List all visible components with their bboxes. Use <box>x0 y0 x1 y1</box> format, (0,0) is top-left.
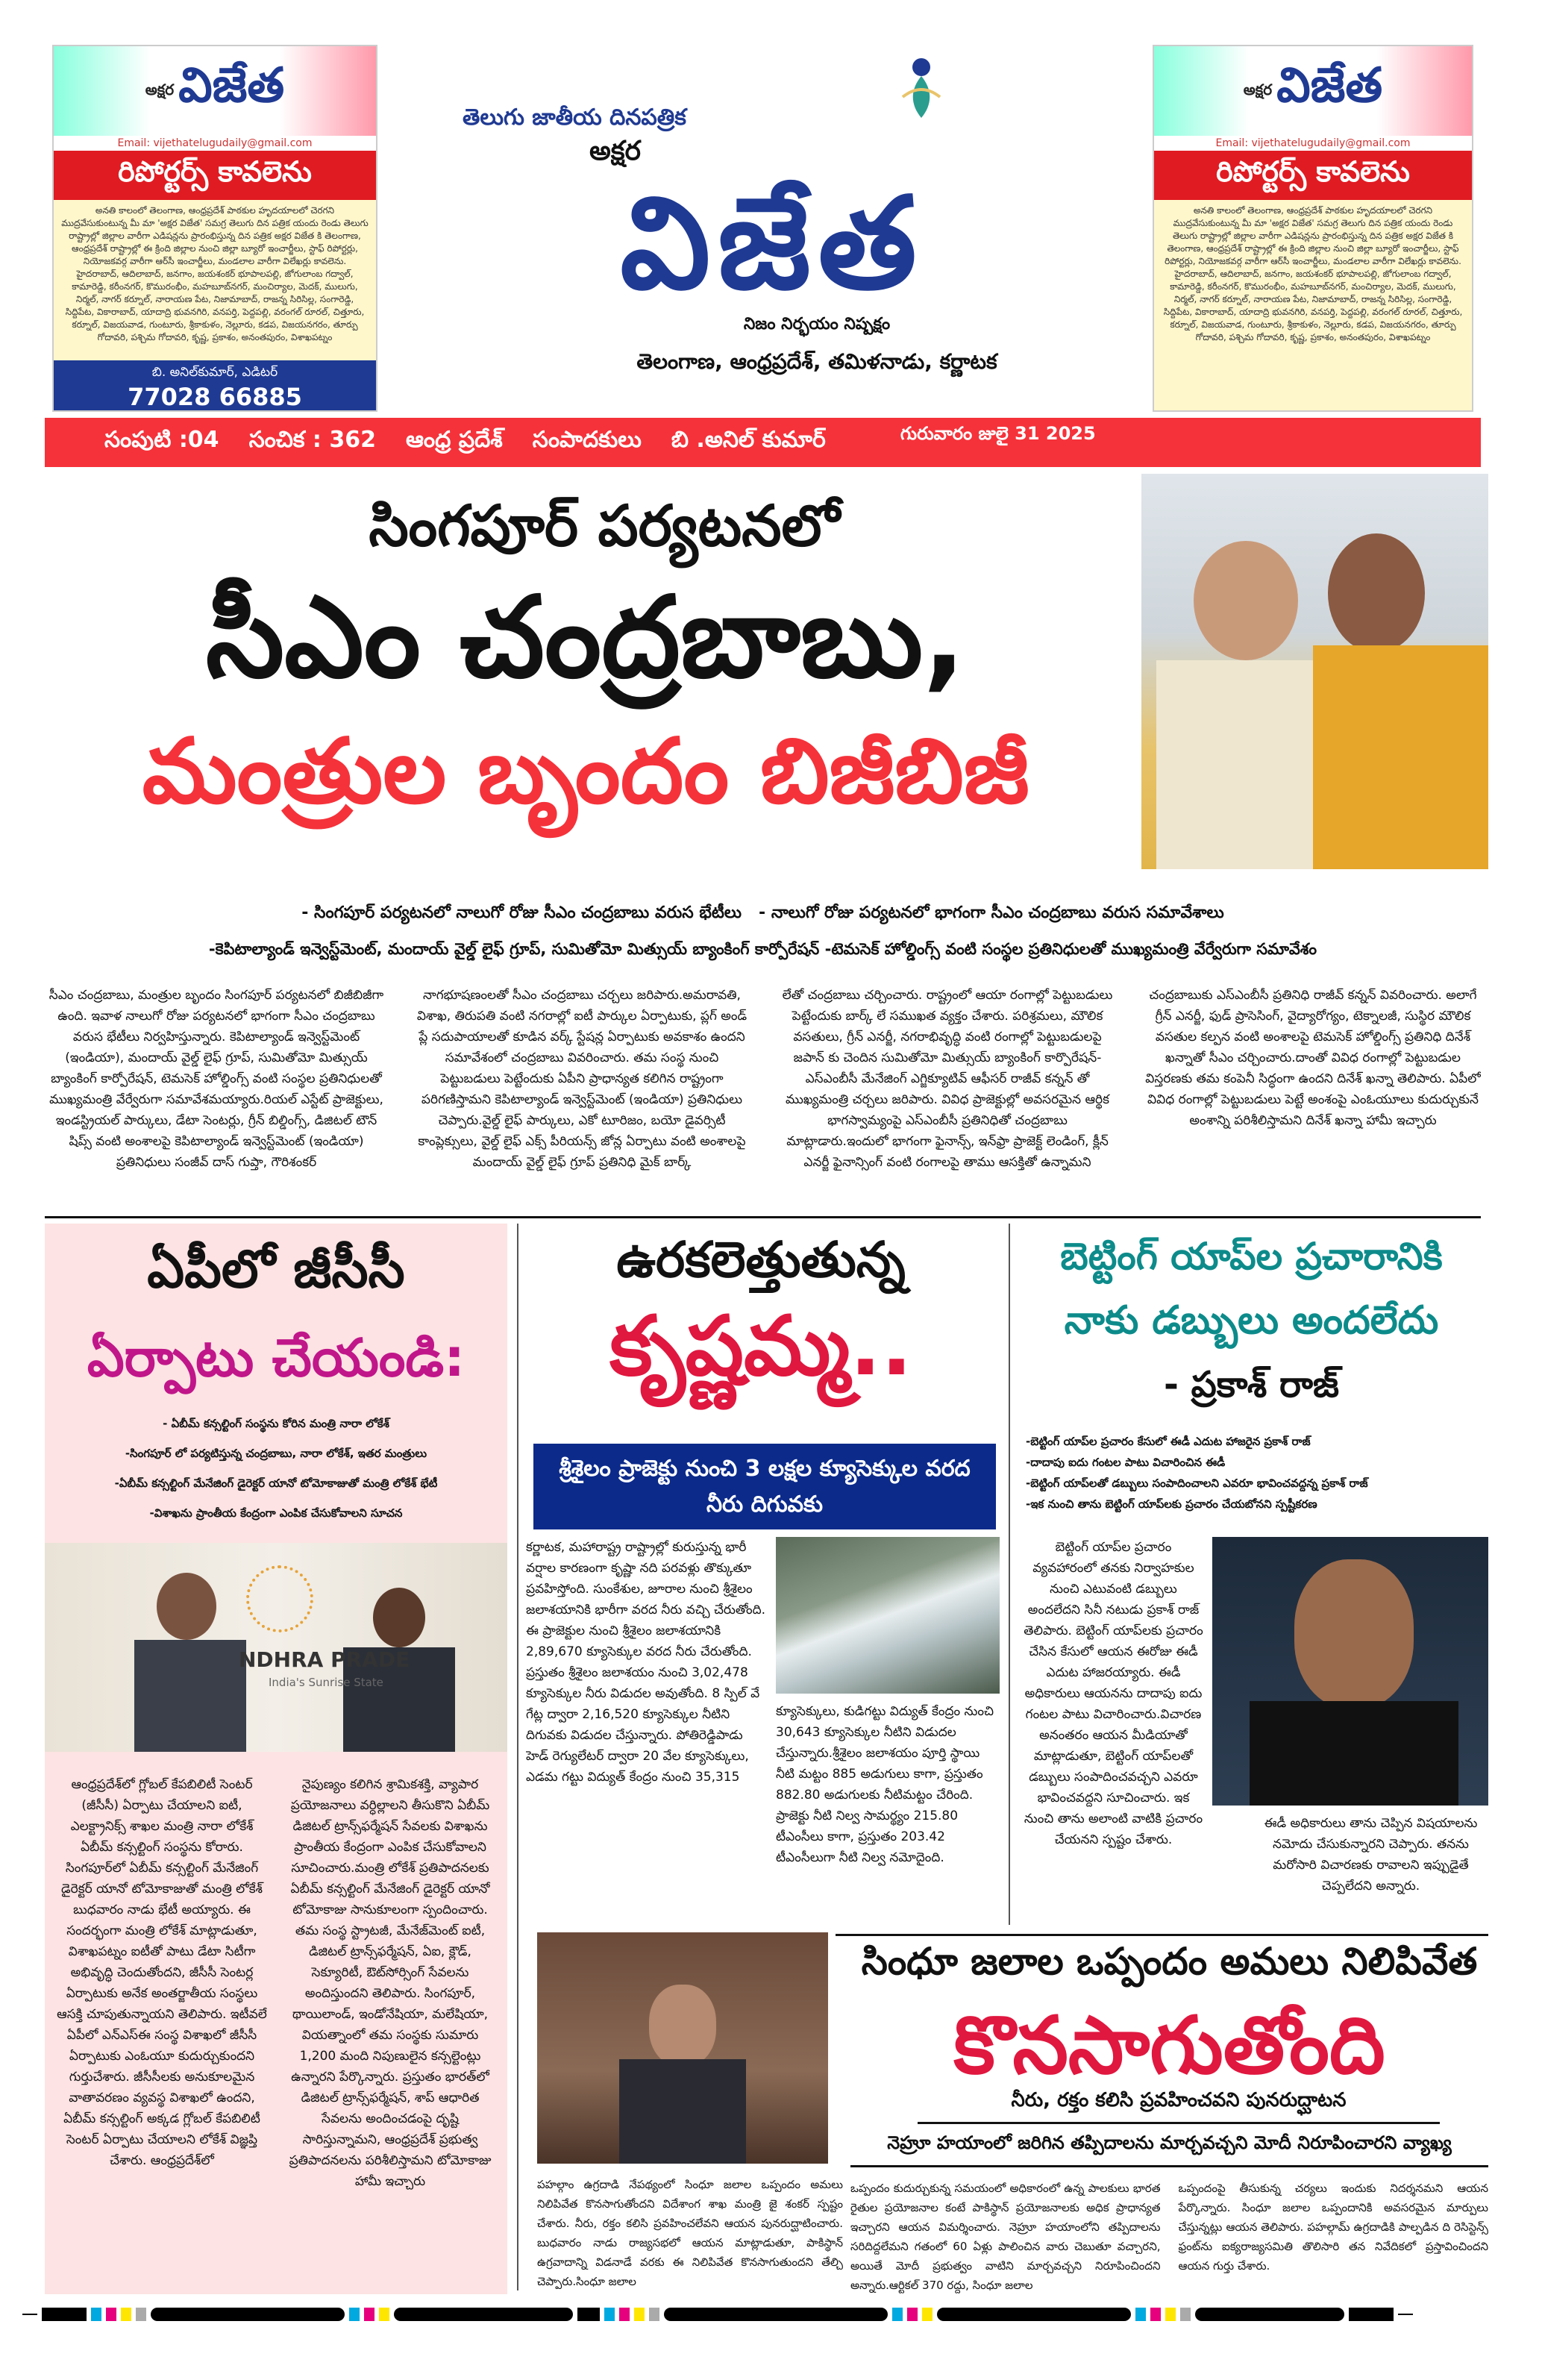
lokesh-meeting-photo <box>45 1543 507 1752</box>
gcc-bullet: - ఏబీమ్ కన్సల్టింగ్ సంస్థను కోరిన మంత్రి నారా లోకేశ్ <box>163 1417 389 1430</box>
highlight: - నాలుగో రోజు పర్యటనలో భాగంగా సీఎం చంద్రబాబు వరుస సమావేశాలు <box>759 904 1224 922</box>
prakash-raj-photo <box>1212 1537 1488 1806</box>
masthead-prefix: అక్షర <box>589 136 641 166</box>
section-divider <box>836 1934 1488 1936</box>
volume: సంపుటి :04 <box>104 427 219 453</box>
reporters-wanted-ad-right <box>1153 45 1473 412</box>
ad-text: అనతి కాలంలో తెలంగాణ, ఆంధ్రప్రదేశ్ పాఠకుల హృదయాలలో చెరగని ముద్రవేసుకుంటున్న మీ మా 'అక్షర విజేత' సమగ్ర తెలుగు దిన పత్రిక యందు రెండు తెలుగు రాష్ట్రాల్లో జిల్లాల వారీగా ఎడిషన్లను ప్రారంభిస్తున్న దిన పత్రిక అక్షర విజేత కి తెలంగాణ, ఆంధ్రప్రదేశ్ రాష్ట్రాల్లో ఈ క్రింది జిల్లాల నుంచి జిల్లా బ్యూరో ఇంచార్జీలు, స్టాఫ్ రిపోర్టర్లు, నియోజకవర్గ వారీగా ఆర్‌సీ ఇంచార్జీలు, మండలాల వారీగా విలేఖర్లు కావలెను. హైదరాబాద్, ఆదిలాబాద్, జనగాం, జయశంకర్ భూపాలపల్లి, జోగులాంబ గద్వాల్, కామారెడ్డి, కరీంనగర్, కొమురంభీం, మహబూబ్‌నగర్, మంచిర్యాల, మెదక్, ములుగు, నిర్మల్, నాగర్ కర్నూల్, నారాయణ పేట, నిజామాబాద్, రాజన్న సిరిసిల్ల, సంగారెడ్డి, సిద్దిపేట, వికారాబాద్, యాదాద్రి భువనగిరి, వనపర్తి, పెద్దపల్లి, వరంగల్ రూరల్, చిత్తూరు, కర్నూల్, విజయవాడ, గుంటూరు, శ్రీకాకుళం, నెల్లూరు, కడప, విజయనగరం, తూర్పు గోదావరి, పశ్చిమ గోదావరి, కృష్ణ, ప్రకాశం, అనంతపురం, విశాఖపట్నం <box>54 200 376 360</box>
issue-number: సంచిక : 362 <box>248 427 376 453</box>
gcc-story <box>45 1224 507 2294</box>
lead-kicker: సింగపూర్ పర్యటనలో <box>369 492 840 559</box>
highlight: -కెపిటాల్యాండ్ ఇన్వెస్ట్‌మెంట్, మందాయ్ వైల్డ్ లైఫ్ గ్రూప్, సుమితోమో మిత్సుయ్ బ్యాంకింగ్ కార్పోరేషన్ -టెమసెక్ హోల్డింగ్స్ వంటి సంస్థల ప్రతినిధులతో ముఖ్యమంత్రి వేర్వేరుగా సమావేశం <box>208 940 1317 958</box>
indus-column: ఒప్పందం కుదుర్చుకున్న సమయంలో అధికారంలో ఉన్న పాలకులు భారత రైతుల ప్రయోజనాల కంటే పాకిస్థాన్ ప్రయోజనాలకు అధిక ప్రాధాన్యత ఇచ్చారని ఆయన విమర్శించారు. నెహ్రూ హయాంలోని తప్పిదాలను సరిదిద్దలేమని గతంలో 60 ఏళ్లు పాలించిన వారు చెబుతూ వచ్చారని, అయితే మోదీ ప్రభుత్వం వాటిని మార్చవచ్చని నిరూపించిందని అన్నారు.ఆర్టికల్ 370 రద్దు, సింధూ జలాల <box>850 2182 1161 2292</box>
gcc-bullet: -విశాఖను ప్రాంతీయ కేంద్రంగా ఎంపిక చేసుకోవాలని సూచన <box>149 1506 403 1520</box>
column-rule <box>517 1224 518 2290</box>
gcc-headline-2: ఏర్పాటు చేయండి: <box>87 1327 466 1388</box>
prakash-bullet: -ఇక నుంచి తాను బెట్టింగ్ యాప్‌లకు ప్రచారం చేయబోనని స్పష్టీకరణ <box>1026 1497 1317 1511</box>
indus-column-left: పహల్గాం ఉగ్రదాడి నేపథ్యంలో సింధూ జలాల ఒప్పందం అమలు నిలిపివేత కొనసాగుతోందని విదేశాంగ శాఖ మంత్రి జై శంకర్ స్పష్టం చేశారు. నీరు, రక్తం కలిసి ప్రవహించలేవని ఆయన పునరుద్ఘాటించారు. బుధవారం నాడు రాజ్యసభలో ఆయన మాట్లాడుతూ, పాకిస్థాన్ ఉగ్రవాదాన్ని విడనాడే వరకు ఈ నిలిపివేత కొనసాగుతుందని తేల్చి చెప్పారు.సింధూ జలాల <box>537 2178 843 2288</box>
section-divider <box>45 1216 1481 1218</box>
indus-column: ఒప్పందంపై తీసుకున్న చర్యలు ఇందుకు నిదర్శనమని ఆయన పేర్కొన్నారు. సింధూ జలాల ఒప్పందానికి అవసరమైన మార్పులు చేస్తున్నట్లు ఆయన తెలిపారు. పహల్గామ్ ఉగ్రదాడికి పాల్పడిన ది రెసిస్టెన్స్ ఫ్రంట్‌ను ఐక్యరాజ్యసమితి తొలిసారి తన నివేదికలో ప్రస్తావించిందని ఆయన గుర్తు చేశారు. <box>1178 2182 1488 2273</box>
masthead-states: తెలంగాణ, ఆంధ్రప్రదేశ్, తమిళనాడు, కర్ణాటక <box>636 349 997 374</box>
krishna-subheading-box: శ్రీశైలం ప్రాజెక్టు నుంచి 3 లక్షల క్యూసెక్కుల వరద నీరు దిగువకు <box>533 1444 996 1529</box>
ad-email: Email: vijethatelugudaily@gmail.com <box>1215 137 1411 149</box>
krishna-column-1: కర్ణాటక, మహారాష్ట్ర రాష్ట్రాల్లో కురుస్తున్న భారీ వర్షాల కారణంగా కృష్ణా నది పరవళ్లు తొక్కుతూ ప్రవహిస్తోంది. సుంకేశుల, జూరాల నుంచి శ్రీశైలం జలాశయానికి భారీగా వరద నీరు వచ్చి చేరుతోంది. ఈ ప్రాజెక్టుల నుంచి శ్రీశైలం జలాశయానికి 2,89,670 క్యూసెక్కుల వరద నీరు చేరుతోంది. ప్రస్తుతం శ్రీశైలం జలాశయం నుంచి 3,02,478 క్యూసెక్కుల నీరు విడుదల అవుతోంది. 8 స్పిల్ వే గేట్ల ద్వారా 2,16,520 క్యూసెక్కుల నీటిని దిగువకు విడుదల చేస్తున్నారు. పోతిరెడ్డిపాడు హెడ్ రెగ్యులేటర్ ద్వారా 20 వేల క్యూసెక్కులు, ఎడమ గట్టు విద్యుత్ కేంద్రం నుంచి 35,315 <box>526 1540 766 1785</box>
prakash-bullet: -దాదాపు ఐదు గంటల పాటు విచారించిన ఈడీ <box>1026 1456 1226 1469</box>
issue-date: గురువారం జులై 31 2025 <box>900 423 1096 444</box>
masthead-tagline: తెలుగు జాతీయ దినపత్రిక <box>463 104 686 131</box>
prakash-byline: - ప్రకాశ్ రాజ్ <box>1163 1364 1340 1406</box>
prakash-bullets <box>1026 1431 1488 1515</box>
indus-headline: కొనసాగుతోంది <box>953 1999 1385 2091</box>
prakash-headline-2: నాకు డబ్బులు అందలేదు <box>1064 1298 1439 1343</box>
photo-banner-text: NDHRA PRADE <box>239 1647 410 1672</box>
gcc-bullet: -ఏబీమ్ కన్సల్టింగ్ మేనేజింగ్ డైరెక్టర్ యానో టోమోకాజుతో మంత్రి లోకేశ్ భేటీ <box>114 1476 438 1490</box>
indus-body <box>850 2179 1488 2294</box>
print-registration-bar <box>22 2305 1522 2323</box>
ad-logo: అక్షర విజేత <box>54 46 376 136</box>
masthead-title: విజేత <box>620 170 924 318</box>
indus-subheading-1: నీరు, రక్తం కలిసి ప్రవహించవని పునరుద్ఘాటన <box>918 2089 1440 2124</box>
lead-headline-1: సీఎం చంద్రబాబు, <box>205 573 966 703</box>
peacock-icon <box>895 52 947 119</box>
masthead-motto: నిజం నిర్భయం నిష్పక్షం <box>743 315 891 333</box>
lead-column: లేతో చంద్రబాబు చర్చించారు. రాష్ట్రంలో ఆయా రంగాల్లో పెట్టుబడులు పెట్టేందుకు బార్క్ లే సముఖత వ్యక్తం చేశారు. పరిశ్రమలు, మౌలిక వసతులు, గ్రీన్ ఎనర్జీ, నగరాభివృద్ధి వంటి రంగాల్లో పెట్టుబడులపై జపాన్ కు చెందిన సుమితోమో మిత్సుయ్ బ్యాంకింగ్ కార్పొరేషన్-ఎస్ఎంబీసీ మేనేజింగ్ ఎగ్జిక్యూటివ్ ఆఫీసర్ రాజీవ్ కన్నన్ తో ముఖ్యమంత్రి చర్చలు జరిపారు. వివిధ ప్రాజెక్టుల్లో అవసరమైన ఆర్థిక భాగస్వామ్యంపై ఎస్ఎంబీసీ ప్రతినిధితో చంద్రబాబు మాట్లాడారు.ఇందులో భాగంగా ఫైనాన్స్, ఇన్‌ఫ్రా ప్రాజెక్ట్ లెండింగ్, క్లీన్ ఎనర్జీ ఫైనాన్సింగ్ వంటి రంగాలపై తాము ఆసక్తితో ఉన్నామని <box>782 988 1113 1170</box>
photo-banner-subtext: India's Sunrise State <box>269 1676 383 1689</box>
ad-text: అనతి కాలంలో తెలంగాణ, ఆంధ్రప్రదేశ్ పాఠకుల హృదయాలలో చెరగని ముద్రవేసుకుంటున్న మీ మా 'అక్షర విజేత' సమగ్ర తెలుగు దిన పత్రిక యందు రెండు తెలుగు రాష్ట్రాల్లో జిల్లాల వారీగా ఎడిషన్లను ప్రారంభిస్తున్న దిన పత్రిక అక్షర విజేత కి తెలంగాణ, ఆంధ్రప్రదేశ్ రాష్ట్రాల్లో ఈ క్రింది జిల్లాల నుంచి జిల్లా బ్యూరో ఇంచార్జీలు, స్టాఫ్ రిపోర్టర్లు, నియోజకవర్గ వారీగా ఆర్‌సీ ఇంచార్జీలు, మండలాల వారీగా విలేఖర్లు కావలెను. హైదరాబాద్, ఆదిలాబాద్, జనగాం, జయశంకర్ భూపాలపల్లి, జోగులాంబ గద్వాల్, కామారెడ్డి, కరీంనగర్, కొమురంభీం, మహబూబ్‌నగర్, మంచిర్యాల, మెదక్, ములుగు, నిర్మల్, నాగర్ కర్నూల్, నారాయణ పేట, నిజామాబాద్, రాజన్న సిరిసిల్ల, సంగారెడ్డి, సిద్దిపేట, వికారాబాద్, యాదాద్రి భువనగిరి, వనపర్తి, పెద్దపల్లి, వరంగల్ రూరల్, చిత్తూరు, కర్నూల్, విజయవాడ, గుంటూరు, శ్రీకాకుళం, నెల్లూరు, కడప, విజయనగరం, తూర్పు గోదావరి, పశ్చిమ గోదావరి, కృష్ణ, ప్రకాశం, అనంతపురం, విశాఖపట్నం <box>1154 200 1472 412</box>
gcc-column: నైపుణ్యం కలిగిన శ్రామికశక్తి, వ్యాపార ప్రయోజనాలు వర్ధిల్లాలని తీసుకొని ఏబీమ్ డిజిటల్ ట్రాన్స్‌ఫర్మేషన్ సేవలకు విశాఖను ప్రాంతీయ కేంద్రంగా ఎంపిక చేసుకోవాలని సూచించారు.మంత్రి లోకేశ్ ప్రతిపాదనలకు ఏబీమ్ కన్సల్టింగ్ మేనేజింగ్ డైరెక్టర్ యానో టోమోకాజు సానుకూలంగా స్పందించారు. తమ సంస్థ స్ట్రాటజీ, మేనేజ్‌మెంట్ ఐటీ, డిజిటల్ ట్రాన్స్‌ఫర్మేషన్, ఏఐ, క్లౌడ్, సెక్యూరిటీ, ఔట్‌సోర్సింగ్ సేవలను అందిస్తుందని తెలిపారు. సింగపూర్, థాయిలాండ్, ఇండోనేషియా, మలేషియా, వియత్నాంలో తమ సంస్థకు సుమారు 1,200 మంది నిపుణులైన కన్సల్టెంట్లు ఉన్నారని పేర్కొన్నారు. ప్రస్తుతం భారత్‌లో డిజిటల్ ట్రాన్స్‌ఫర్మేషన్, శాప్ ఆధారిత సేవలను అందించడంపై దృష్టి సారిస్తున్నామని, ఆంధ్రప్రదేశ్ ప్రభుత్వ ప్రతిపాదనలను పరిశీలిస్తామని టోమోకాజు హామీ ఇచ్చారు <box>289 1777 492 2189</box>
prakash-headline-1: బెట్టింగ్ యాప్‌ల ప్రచారానికి <box>1060 1235 1443 1278</box>
krishna-kicker: ఉరకలెత్తుతున్న <box>616 1231 906 1288</box>
lead-body <box>48 985 1481 1201</box>
gcc-bullet: -సింగపూర్ లో పర్యటిస్తున్న చంద్రబాబు, నారా లోకేశ్, ఇతర మంత్రులు <box>125 1447 427 1460</box>
editor-name: బి .అనిల్ కుమార్ <box>671 427 826 453</box>
ad-logo: అక్షర విజేత <box>1154 46 1472 136</box>
reporters-wanted-ad-left <box>52 45 377 412</box>
lead-highlights <box>45 895 1481 967</box>
column-rule <box>1009 1224 1010 1925</box>
prakash-column-1: బెట్టింగ్ యాప్‌ల ప్రచారం వ్యవహారంలో తనకు నిర్వాహకుల నుంచి ఎటువంటి డబ్బులు అందలేదని సినీ నటుడు ప్రకాశ్ రాజ్ తెలిపారు. బెట్టింగ్ యాప్‌లకు ప్రచారం చేసిన కేసులో ఆయన ఈరోజు ఈడీ ఎదుట హాజరయ్యారు. ఈడీ అధికారులు ఆయనను దాదాపు ఐదు గంటల పాటు విచారించారు.విచారణ అనంతరం ఆయన మీడియాతో మాట్లాడుతూ, బెట్టింగ్ యాప్‌లతో డబ్బులు సంపాదించవచ్చని ఎవరూ భావించవద్దని సూచించారు. ఇక నుంచి తాను అలాంటి వాటికి ప్రచారం చేయనని స్పష్టం చేశారు. <box>1024 1540 1203 1847</box>
editor-label: సంపాదకులు <box>532 427 642 453</box>
issue-info-bar <box>45 418 1481 467</box>
highlight: - సింగపూర్ పర్యటనలో నాలుగో రోజు సీఎం చంద్రబాబు వరుస భేటీలు <box>301 904 742 922</box>
krishna-headline: కృష్ణమ్మ.. <box>609 1298 912 1394</box>
lead-column: సీఎం చంద్రబాబు, మంత్రుల బృందం సింగపూర్ పర్యటనలో బిజీబిజీగా ఉంది. ఇవాళ నాలుగో రోజు పర్యటనలో భాగంగా సీఎం చంద్రబాబు వరుస భేటీలు నిర్వహిస్తున్నారు. కెపిటాల్యాండ్ ఇన్వెస్ట్‌మెంట్ (ఇండియా), మందాయ్ వైల్డ్ లైఫ్ గ్రూప్, సుమితోమో మిత్సుయ్ బ్యాంకింగ్ కార్పోరేషన్, టెమసెక్ హోల్డింగ్స్ వంటి సంస్థల ప్రతినిధులతో ముఖ్యమంత్రి వేర్వేరుగా సమావేశమయ్యారు.రియల్ ఎస్టేట్ ప్రాజెక్టులు, ఇండస్ట్రియల్ పార్కులు, డేటా సెంటర్లు, గ్రీన్ బిల్డింగ్స్, డిజిటల్ టౌన్ షిప్స్ వంటి అంశాలపై కెపిటాల్యాండ్ ఇన్వెస్ట్‌మెంట్ (ఇండియా) ప్రతినిధులు సంజీవ్ దాస్ గుప్తా, గౌరిశంకర్ <box>48 988 384 1170</box>
lead-headline-2: మంత్రుల బృందం బిజీబిజీ <box>142 720 1029 824</box>
srisailam-dam-photo <box>776 1537 1000 1694</box>
ad-wanted-title: రిపోర్టర్స్ కావలెను <box>54 151 376 200</box>
indus-subheading-2: నెహ్రూ హయాంలో జరిగిన తప్పిదాలను మార్చవచ్చని మోదీ నిరూపించారని వ్యాఖ్య <box>850 2132 1488 2167</box>
krishna-column-2: క్యూసెక్కులు, కుడిగట్టు విద్యుత్ కేంద్రం నుంచి 30,643 క్యూసెక్కుల నీటిని విడుదల చేస్తున్నారు.శ్రీశైలం జలాశయం పూర్తి స్థాయి నీటి మట్టం 885 అడుగులు కాగా, ప్రస్తుతం 882.80 అడుగులకు నీటిమట్టం చేరింది. ప్రాజెక్టు నీటి నిల్వ సామర్థ్యం 215.80 టీఎంసీలు కాగా, ప్రస్తుతం 203.42 టీఎంసీలుగా నీటి నిల్వ నమోదైంది. <box>776 1704 994 1865</box>
lead-column: నాగభూషణంలతో సీఎం చంద్రబాబు చర్చలు జరిపారు.అమరావతి, విశాఖ, తిరుపతి వంటి నగరాల్లో ఐటీ పార్కుల ఏర్పాటుకు, ప్లగ్ అండ్ ప్లే సదుపాయాలతో కూడిన వర్క్ స్టేషన్ల ఏర్పాటుకు అవకాశం ఉందని సమావేశంలో చంద్రబాబు వివరించారు. తమ సంస్థ నుంచి పెట్టుబడులు పెట్టేందుకు ఏపీని ప్రాధాన్యత కలిగిన రాష్ట్రంగా పరిగణిస్తామని కెపిటాల్యాండ్ ఇన్వెస్ట్‌మెంట్ (ఇండియా) ప్రతినిధులు చెప్పారు.వైల్డ్ లైఫ్ పార్కులు, ఎకో టూరిజం, బయో డైవర్సిటీ కాంప్లెక్సులు, వైల్డ్ లైఫ్ ఎక్స్ పీరియన్స్ జోన్ల ఏర్పాటు వంటి అంశాలపై మందాయ్ వైల్డ్ లైఫ్ గ్రూప్ ప్రతినిధి మైక్ బార్క్ <box>416 988 748 1170</box>
prakash-bullet: -బెట్టింగ్ యాప్‌ల ప్రచారం కేసులో ఈడీ ఎదుట హాజరైన ప్రకాశ్ రాజ్ <box>1026 1435 1311 1448</box>
prakash-column-2: ఈడీ అధికారులు తాను చెప్పిన విషయాలను నమోదు చేసుకున్నారని చెప్పారు. తనను మరోసారి విచారణకు రావాలని ఇప్పుడైతే చెప్పలేదని అన్నారు. <box>1264 1816 1478 1894</box>
jaishankar-rajya-sabha-photo <box>537 1932 828 2164</box>
cm-meeting-photo <box>1141 474 1488 869</box>
masthead <box>440 52 1104 403</box>
ad-email: Email: vijethatelugudaily@gmail.com <box>117 137 313 149</box>
edition-state: ఆంధ్ర ప్రదేశ్ <box>405 427 503 453</box>
indus-kicker: సింధూ జలాల ఒప్పందం అమలు నిలిపివేత <box>861 1940 1478 1983</box>
gcc-headline-1: ఏపీలో జీసీసీ <box>147 1238 405 1300</box>
lead-column: చంద్రబాబుకు ఎస్ఎంబీసీ ప్రతినిధి రాజీవ్ కన్నన్ వివరించారు. అలాగే గ్రీన్ ఎనర్జీ, ఫుడ్ ప్రాసెసింగ్, వైద్యారోగ్యం, టెక్నాలజీ, సుస్థిర మౌలిక వసతుల కల్పన వంటి అంశాలపై టెమసెక్ హోల్డింగ్స్ ప్రతినిధి దినేశ్ ఖన్నాతో సీఎం చర్చించారు.దాంతో వివిధ రంగాల్లో పెట్టుబడుల విస్తరణకు తమ కంపెనీ సిద్ధంగా ఉందని దినేశ్ ఖన్నా తెలిపారు. ఏపీలో వివిధ రంగాల్లో పెట్టుబడులు పెట్టే అంశంపై ఎంఓయూలు కుదుర్చుకునే అంశాన్ని పరిశీలిస్తామని దినేశ్ ఖన్నా హామీ ఇచ్చారు <box>1145 988 1481 1128</box>
ad-footer: బి. అనిల్‌కుమార్, ఎడిటర్ 77028 66885 <box>54 360 376 412</box>
prakash-bullet: -బెట్టింగ్ యాప్‌లతో డబ్బులు సంపాదించాలని ఎవరూ భావించవద్దన్న ప్రకాశ్ రాజ్ <box>1026 1476 1368 1490</box>
gcc-column: ఆంధ్రప్రదేశ్‌లో గ్లోబల్ కేపబిలిటీ సెంటర్ (జీసీసీ) ఏర్పాటు చేయాలని ఐటీ, ఎలక్ట్రానిక్స్ శాఖల మంత్రి నారా లోకేశ్ ఏబీమ్ కన్సల్టింగ్ సంస్థను కోరారు. సింగపూర్‌లో ఏబీమ్ కన్సల్టింగ్ మేనేజింగ్ డైరెక్టర్ యానో టోమోకాజుతో మంత్రి లోకేశ్ బుధవారం నాడు భేటీ అయ్యారు. ఈ సందర్భంగా మంత్రి లోకేశ్ మాట్లాడుతూ, విశాఖపట్నం ఐటీతో పాటు డేటా సిటీగా అభివృద్ధి చెందుతోందని, జీసీసీ సెంటర్ల ఏర్పాటుకు అనేక అంతర్జాతీయ సంస్థలు ఆసక్తి చూపుతున్నాయని తెలిపారు. ఇటీవలే ఏపీలో ఎన్ఎస్‌ఈ సంస్థ విశాఖలో జీసీసీ ఏర్పాటుకు ఎంఓయూ కుదుర్చుకుందని గుర్తుచేశారు. జీసీసీలకు అనుకూలమైన వాతావరణం వ్యవస్థ విశాఖలో ఉందని, ఏబీమ్ కన్సల్టింగ్ అక్కడ గ్లోబల్ కేపబిలిటీ సెంటర్ ఏర్పాటు చేయాలని లోకేశ్ విజ్ఞప్తి చేశారు. ఆంధ్రప్రదేశ్‌లో <box>57 1777 267 2168</box>
ad-wanted-title: రిపోర్టర్స్ కావలెను <box>1154 151 1472 200</box>
